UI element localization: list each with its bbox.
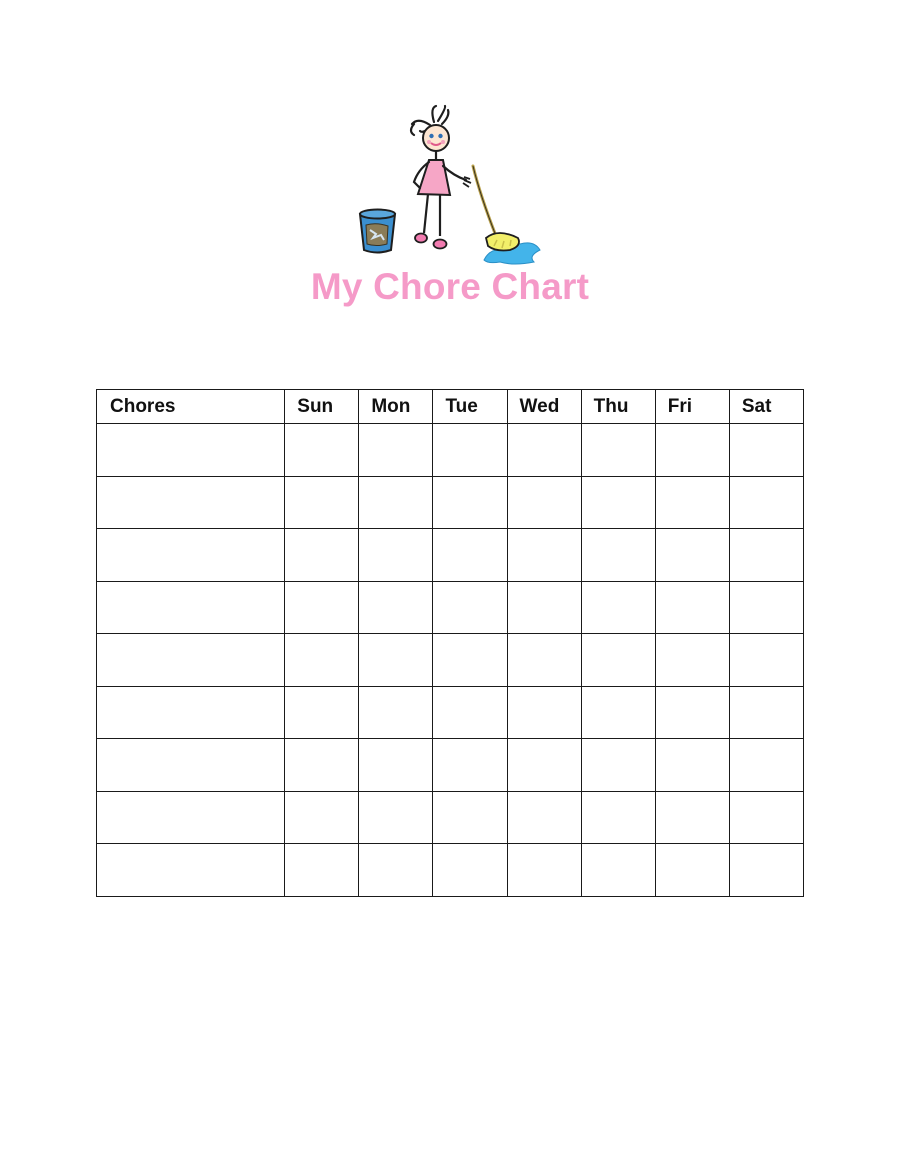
cell-sat[interactable]	[729, 844, 803, 897]
table-row	[97, 791, 804, 844]
cell-sun[interactable]	[285, 581, 359, 634]
cell-sun[interactable]	[285, 686, 359, 739]
cell-wed[interactable]	[507, 634, 581, 687]
cell-tue[interactable]	[433, 844, 507, 897]
cell-sun[interactable]	[285, 476, 359, 529]
page-title: My Chore Chart	[310, 266, 590, 307]
cell-mon[interactable]	[359, 581, 433, 634]
chore-name-cell[interactable]	[97, 529, 285, 582]
table-row	[97, 634, 804, 687]
cell-sat[interactable]	[729, 529, 803, 582]
cell-mon[interactable]	[359, 739, 433, 792]
cell-fri[interactable]	[655, 424, 729, 477]
cell-fri[interactable]	[655, 791, 729, 844]
cell-thu[interactable]	[581, 844, 655, 897]
cell-sun[interactable]	[285, 634, 359, 687]
header-row	[97, 390, 804, 424]
cell-sat[interactable]	[729, 791, 803, 844]
table-row	[97, 581, 804, 634]
cell-thu[interactable]	[581, 529, 655, 582]
header-thu: Thu	[581, 390, 655, 424]
cell-sun[interactable]	[285, 529, 359, 582]
cell-thu[interactable]	[581, 634, 655, 687]
cell-fri[interactable]	[655, 476, 729, 529]
cell-tue[interactable]	[433, 529, 507, 582]
cell-fri[interactable]	[655, 634, 729, 687]
cell-wed[interactable]	[507, 686, 581, 739]
cell-sat[interactable]	[729, 634, 803, 687]
cell-fri[interactable]	[655, 739, 729, 792]
cell-wed[interactable]	[507, 739, 581, 792]
cell-thu[interactable]	[581, 424, 655, 477]
cell-thu[interactable]	[581, 476, 655, 529]
girl-mopping-illustration	[350, 100, 550, 270]
cell-thu[interactable]	[581, 791, 655, 844]
cell-thu[interactable]	[581, 581, 655, 634]
chore-name-cell[interactable]	[97, 424, 285, 477]
cell-mon[interactable]	[359, 844, 433, 897]
cell-tue[interactable]	[433, 739, 507, 792]
table-row	[97, 529, 804, 582]
cell-fri[interactable]	[655, 529, 729, 582]
chore-name-cell[interactable]	[97, 581, 285, 634]
cell-fri[interactable]	[655, 581, 729, 634]
header-sat: Sat	[729, 390, 803, 424]
chore-name-cell[interactable]	[97, 634, 285, 687]
chore-name-cell[interactable]	[97, 476, 285, 529]
bucket-icon	[360, 210, 395, 253]
cell-sun[interactable]	[285, 739, 359, 792]
cell-wed[interactable]	[507, 844, 581, 897]
cell-sun[interactable]	[285, 844, 359, 897]
cell-wed[interactable]	[507, 476, 581, 529]
cell-sun[interactable]	[285, 424, 359, 477]
cell-mon[interactable]	[359, 529, 433, 582]
table-row	[97, 476, 804, 529]
header-sun: Sun	[285, 390, 359, 424]
cell-wed[interactable]	[507, 581, 581, 634]
chore-name-cell[interactable]	[97, 686, 285, 739]
header-fri: Fri	[655, 390, 729, 424]
table-row	[97, 844, 804, 897]
cell-sat[interactable]	[729, 739, 803, 792]
cell-sat[interactable]	[729, 581, 803, 634]
header-mon: Mon	[359, 390, 433, 424]
table-row	[97, 739, 804, 792]
cell-sat[interactable]	[729, 424, 803, 477]
chore-rows	[97, 424, 804, 897]
header-chores: Chores	[97, 390, 285, 424]
header-tue: Tue	[433, 390, 507, 424]
cell-thu[interactable]	[581, 686, 655, 739]
cell-tue[interactable]	[433, 424, 507, 477]
cell-tue[interactable]	[433, 581, 507, 634]
cell-mon[interactable]	[359, 476, 433, 529]
cell-tue[interactable]	[433, 634, 507, 687]
chore-chart-table	[96, 389, 804, 897]
cell-tue[interactable]	[433, 476, 507, 529]
header-wed: Wed	[507, 390, 581, 424]
cell-tue[interactable]	[433, 686, 507, 739]
cell-fri[interactable]	[655, 844, 729, 897]
girl-mopping-icon	[350, 100, 550, 270]
cell-wed[interactable]	[507, 424, 581, 477]
cell-mon[interactable]	[359, 686, 433, 739]
chore-name-cell[interactable]	[97, 791, 285, 844]
cell-fri[interactable]	[655, 686, 729, 739]
cell-sun[interactable]	[285, 791, 359, 844]
cell-mon[interactable]	[359, 791, 433, 844]
chore-name-cell[interactable]	[97, 739, 285, 792]
cell-tue[interactable]	[433, 791, 507, 844]
cell-wed[interactable]	[507, 529, 581, 582]
cell-thu[interactable]	[581, 739, 655, 792]
cell-sat[interactable]	[729, 686, 803, 739]
cell-wed[interactable]	[507, 791, 581, 844]
table-row	[97, 686, 804, 739]
cell-sat[interactable]	[729, 476, 803, 529]
cell-mon[interactable]	[359, 424, 433, 477]
chore-name-cell[interactable]	[97, 844, 285, 897]
cell-mon[interactable]	[359, 634, 433, 687]
table-row	[97, 424, 804, 477]
